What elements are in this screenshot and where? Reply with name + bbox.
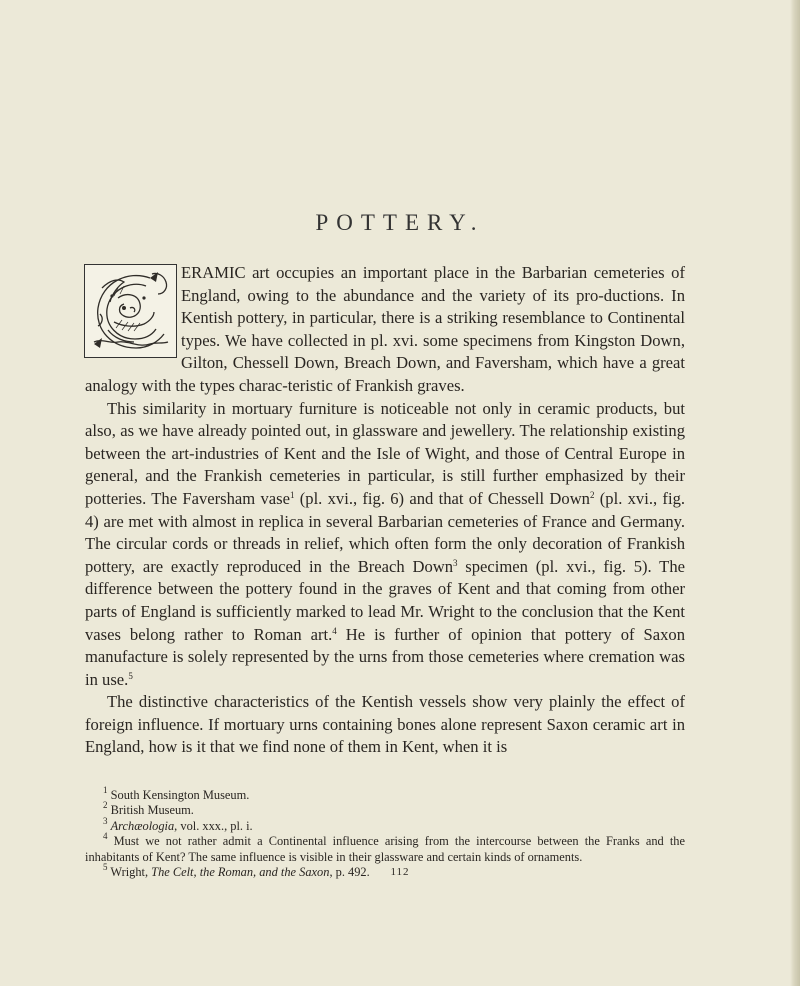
- page-edge: [790, 0, 800, 986]
- footnote-5-title: The Celt, the Roman, and the Saxon: [151, 865, 330, 880]
- footnote-1-number: 1: [103, 785, 108, 795]
- footnote-4-number: 4: [103, 831, 108, 842]
- footnote-ref-1[interactable]: 1: [289, 489, 295, 500]
- page-number: 112: [390, 866, 410, 878]
- footnote-4-text: Must we not rather admit a Continental influence arising from the intercourse between the Franks and the inhabitants of Kent? The same influence is visible in their glassware and certain kinds of ornaments.: [85, 834, 685, 864]
- footnote-4: [85, 831, 685, 865]
- footnote-2: [85, 800, 685, 818]
- paragraph-1: ERAMIC art occupies an important place in the Barbarian cemeteries of England, owing to the abundance and the variety of its pro-ductions. In Kentish pottery, in particular, there is a striking resemblance to Continental types. We have collected in pl. xvi. some specimens from Kingston Down, Gilton, Chessell Down, Breach Down, and Faversham, which have a great analogy with the types charac-teristic of Frankish graves.: [85, 263, 685, 395]
- footnote-3-text: , vol. xxx., pl. i.: [174, 818, 253, 833]
- para2-text-a: This similarity in mortuary furniture is noticeable not only in ceramic products, but also, as we have already pointed out, in glassware and jewellery. The relationship existing between the art-industries of Kent and the Isle of Wight, and those of Central Europe in general, and the Frankish cemeteries in particular, is still further emphasized by their potteries. The Faversham vase: [85, 398, 685, 508]
- footnote-ref-4[interactable]: 4: [332, 625, 337, 636]
- para2-text-b: (pl. xvi., fig. 6) and that of Chessell Down: [294, 488, 590, 508]
- footnote-ref-5[interactable]: 5: [128, 670, 133, 681]
- footnote-1-text: South Kensington Museum.: [110, 788, 250, 802]
- footnote-ref-3[interactable]: 3: [453, 557, 458, 568]
- footnote-5-page: , p. 492.: [329, 865, 370, 880]
- para2-text-c: (pl. xvi., fig. 4) are met with almost in replica in several Barbarian cemeteries of France and Germany. The circular cords or threads in relief, which often form the only decoration of Frankish pottery, are exactly reproduced in the Breach Down: [85, 488, 686, 576]
- footnote-5-author: Wright,: [110, 865, 152, 880]
- paragraph-2: [85, 398, 685, 692]
- footnote-ref-2[interactable]: 2: [589, 489, 595, 500]
- footnote-2-text: British Museum.: [110, 803, 194, 818]
- ornamental-c-icon: [88, 268, 172, 353]
- page-title: POTTERY.: [315, 210, 485, 235]
- paragraph-3: The distinctive characteristics of the Kentish vessels show very plainly the effect of foreign influence. If mortuary urns containing bones alone represent Saxon ceramic art in England, how is it that we find none of them in Kent, when it is: [85, 692, 685, 757]
- footnote-3: [85, 815, 685, 834]
- footnote-3-number: 3: [103, 815, 108, 826]
- footnote-5-number: 5: [103, 862, 108, 873]
- drop-cap-initial: [84, 264, 177, 358]
- para2-text-e: He is further of opinion that pottery of Saxon manufacture is solely represented by the urns from those cemeteries where cremation was in use.: [85, 624, 685, 689]
- footnote-3-title: Archæologia: [110, 818, 175, 833]
- footnote-2-number: 2: [103, 800, 108, 811]
- para2-text-d: specimen (pl. xvi., fig. 5). The difference between the pottery found in the graves of Kent and that coming from other parts of England is sufficiently marked to lead Mr. Wright to the conclusion that the Kent vases belong rather to Roman art.: [85, 556, 685, 644]
- main-text: [85, 262, 685, 759]
- footnote-1: [85, 785, 685, 803]
